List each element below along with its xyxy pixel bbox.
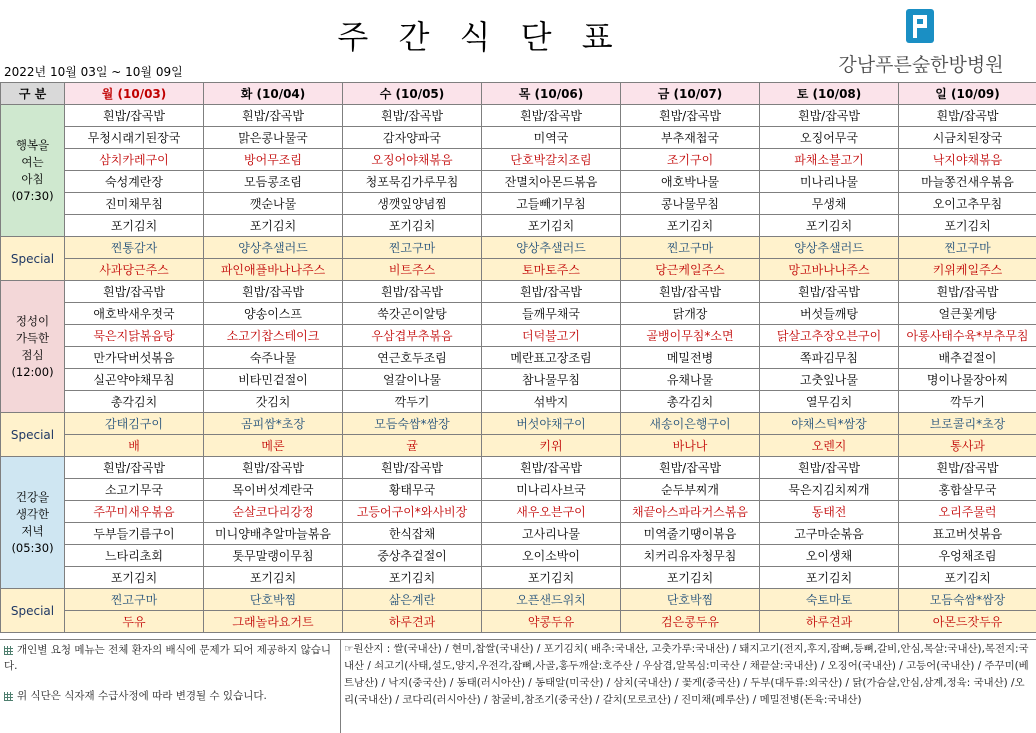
special-row — [1, 611, 1036, 633]
menu-item: 고들빼기무침 — [482, 193, 621, 215]
special-item: 양상추샐러드 — [204, 237, 343, 259]
menu-item: 묵은지닭볶음탕 — [65, 325, 204, 347]
menu-item: 흰밥/잡곡밥 — [482, 281, 621, 303]
menu-item: 포기김치 — [899, 215, 1036, 237]
menu-item: 삼치카레구이 — [65, 149, 204, 171]
special-item: 양상추샐러드 — [482, 237, 621, 259]
menu-item: 오징어야채볶음 — [343, 149, 482, 171]
menu-item: 얼큰꽃게탕 — [899, 303, 1036, 325]
menu-item: 미나리사브국 — [482, 479, 621, 501]
menu-item: 맑은콩나물국 — [204, 127, 343, 149]
menu-item: 생깻잎양념찜 — [343, 193, 482, 215]
menu-item: 포기김치 — [621, 567, 760, 589]
menu-item: 고사리나물 — [482, 523, 621, 545]
special-item: 아몬드잣두유 — [899, 611, 1036, 633]
menu-row — [1, 303, 1036, 325]
menu-item: 오이소박이 — [482, 545, 621, 567]
origin-info: ☞원산지 : 쌀(국내산) / 현미,찹쌀(국내산) / 포기김치( 배추:국내산, 고춧가루:국내산) / 돼지고기(전지,후지,잡뼈,등뼈,갈비,안심,목살:국내산),목전지:국내산 / 쇠고기(사태,설도,양지,우전각,잡뼈,사골,홍두깨살:호주산 / 우삼겹,알목심:미국산 / 채끝살:국내산) / 오징어(국내산) / 고등어(국내산) / 주꾸미(베트남산) / 낙지(중국산) / 동태(러시아산) / 동태알(미국산) / 삼치(국내산) / 꽃게(중국산) / 두부(대두류:외국산) / 닭(가슴살,안심,삼계,정육: 국내산) /오리(국내산) / 코다리(러시아산) / 참굴비,참조기(중국산) / 갈치(모로코산) / 진미채(페루산) / 메밀전병(돈육:국내산) — [344, 641, 1034, 709]
menu-item: 순살코다리강정 — [204, 501, 343, 523]
menu-item: 흰밥/잡곡밥 — [482, 105, 621, 127]
special-row — [1, 237, 1036, 259]
meal-section-label — [1, 105, 65, 237]
menu-item: 만가닥버섯볶음 — [65, 347, 204, 369]
menu-item: 포기김치 — [343, 567, 482, 589]
meal-label-line: (12:00) — [1, 364, 64, 381]
meal-label-line: 건강을 — [1, 489, 64, 506]
menu-item: 느타리초회 — [65, 545, 204, 567]
special-item: 하루견과 — [760, 611, 899, 633]
menu-item: 시금치된장국 — [899, 127, 1036, 149]
menu-item: 총각김치 — [621, 391, 760, 413]
menu-item: 치커리유자청무침 — [621, 545, 760, 567]
menu-row — [1, 127, 1036, 149]
meal-label-line: 가득한 — [1, 330, 64, 347]
weekly-menu-table — [0, 82, 1036, 633]
menu-item: 고구마순볶음 — [760, 523, 899, 545]
special-item: 오픈샌드위치 — [482, 589, 621, 611]
menu-item: 포기김치 — [482, 215, 621, 237]
menu-item: 흰밥/잡곡밥 — [899, 105, 1036, 127]
menu-item: 소고기찹스테이크 — [204, 325, 343, 347]
menu-item: 흰밥/잡곡밥 — [760, 105, 899, 127]
menu-item: 명이나물장아찌 — [899, 369, 1036, 391]
menu-item: 양송이스프 — [204, 303, 343, 325]
menu-item: 흰밥/잡곡밥 — [65, 105, 204, 127]
menu-row — [1, 523, 1036, 545]
menu-item: 더덕불고기 — [482, 325, 621, 347]
special-item: 찐고구마 — [899, 237, 1036, 259]
menu-row — [1, 501, 1036, 523]
meal-label-line: 점심 — [1, 347, 64, 364]
special-item: 토마토주스 — [482, 259, 621, 281]
special-label: Special — [1, 237, 65, 281]
page-title: 주 간 식 단 표 — [0, 12, 960, 58]
day-header: 토 (10/08) — [760, 83, 899, 105]
note-item — [0, 686, 340, 706]
meal-section-label — [1, 457, 65, 589]
special-item: 숙토마토 — [760, 589, 899, 611]
special-item: 찐고구마 — [343, 237, 482, 259]
menu-row — [1, 545, 1036, 567]
menu-item: 포기김치 — [204, 567, 343, 589]
special-item: 키위케일주스 — [899, 259, 1036, 281]
menu-row — [1, 567, 1036, 589]
meal-label-line: 정성이 — [1, 313, 64, 330]
menu-item: 목이버섯계란국 — [204, 479, 343, 501]
meal-label-line: 여는 — [1, 154, 64, 171]
menu-item: 미나리나물 — [760, 171, 899, 193]
special-row — [1, 259, 1036, 281]
menu-item: 흰밥/잡곡밥 — [760, 457, 899, 479]
menu-item: 감자양파국 — [343, 127, 482, 149]
menu-item: 흰밥/잡곡밥 — [65, 457, 204, 479]
menu-item: 포기김치 — [343, 215, 482, 237]
menu-item: 숙주나물 — [204, 347, 343, 369]
menu-item: 오이고추무침 — [899, 193, 1036, 215]
special-item: 약콩두유 — [482, 611, 621, 633]
day-header: 화 (10/04) — [204, 83, 343, 105]
special-item: 삶은계란 — [343, 589, 482, 611]
meal-label-line: (07:30) — [1, 188, 64, 205]
special-item: 찐통감자 — [65, 237, 204, 259]
special-item: 사과당근주스 — [65, 259, 204, 281]
menu-item: 흰밥/잡곡밥 — [343, 457, 482, 479]
menu-item: 동태전 — [760, 501, 899, 523]
menu-item: 조기구이 — [621, 149, 760, 171]
menu-item: 애호박새우젓국 — [65, 303, 204, 325]
notes-section — [0, 639, 1036, 733]
notes-left — [0, 640, 341, 733]
menu-item: 오징어무국 — [760, 127, 899, 149]
day-header: 목 (10/06) — [482, 83, 621, 105]
grid-icon — [4, 646, 13, 655]
menu-item: 고춧잎나물 — [760, 369, 899, 391]
menu-item: 미니양배추알마늘볶음 — [204, 523, 343, 545]
menu-item: 메란표고장조림 — [482, 347, 621, 369]
special-item: 오렌지 — [760, 435, 899, 457]
special-item: 새송이은행구이 — [621, 413, 760, 435]
special-item: 단호박찜 — [204, 589, 343, 611]
meal-label-line: 행복을 — [1, 137, 64, 154]
menu-item: 들깨무채국 — [482, 303, 621, 325]
special-item: 파인애플바나나주스 — [204, 259, 343, 281]
menu-item: 오이생채 — [760, 545, 899, 567]
menu-item: 두부들기름구이 — [65, 523, 204, 545]
menu-item: 아롱사태수육*부추무침 — [899, 325, 1036, 347]
menu-item: 파채소불고기 — [760, 149, 899, 171]
menu-item: 애호박나물 — [621, 171, 760, 193]
menu-row — [1, 347, 1036, 369]
menu-item: 흰밥/잡곡밥 — [482, 457, 621, 479]
menu-row — [1, 325, 1036, 347]
special-item: 버섯야채구이 — [482, 413, 621, 435]
menu-item: 청포묵김가루무침 — [343, 171, 482, 193]
special-item: 그래놀라요거트 — [204, 611, 343, 633]
hospital-name: 강남푸른숲한방병원 — [810, 50, 1032, 77]
day-header: 수 (10/05) — [343, 83, 482, 105]
day-header-row — [1, 83, 1036, 105]
special-item: 통사과 — [899, 435, 1036, 457]
menu-item: 미역줄기땡이볶음 — [621, 523, 760, 545]
menu-item: 모듬콩조림 — [204, 171, 343, 193]
special-item: 검은콩두유 — [621, 611, 760, 633]
menu-row — [1, 105, 1036, 127]
special-item: 양상추샐러드 — [760, 237, 899, 259]
menu-item: 얼갈이나물 — [343, 369, 482, 391]
menu-item: 묵은지김치찌개 — [760, 479, 899, 501]
menu-row — [1, 369, 1036, 391]
menu-item: 미역국 — [482, 127, 621, 149]
menu-item: 흰밥/잡곡밥 — [343, 105, 482, 127]
special-item: 배 — [65, 435, 204, 457]
menu-item: 흰밥/잡곡밥 — [621, 105, 760, 127]
menu-item: 포기김치 — [65, 567, 204, 589]
menu-item: 깍두기 — [899, 391, 1036, 413]
menu-item: 순두부찌개 — [621, 479, 760, 501]
menu-item: 흰밥/잡곡밥 — [204, 457, 343, 479]
menu-item: 마늘쫑건새우볶음 — [899, 171, 1036, 193]
corner-label: 구 분 — [1, 83, 65, 105]
special-item: 두유 — [65, 611, 204, 633]
special-item: 모듬숙쌈*쌈장 — [899, 589, 1036, 611]
menu-item: 쑥갓곤이알탕 — [343, 303, 482, 325]
special-row — [1, 435, 1036, 457]
menu-item: 주꾸미새우볶음 — [65, 501, 204, 523]
menu-item: 흰밥/잡곡밥 — [204, 105, 343, 127]
menu-row — [1, 149, 1036, 171]
menu-item: 새우오븐구이 — [482, 501, 621, 523]
menu-item: 포기김치 — [760, 567, 899, 589]
menu-item: 닭개장 — [621, 303, 760, 325]
menu-item: 열무김치 — [760, 391, 899, 413]
menu-item: 포기김치 — [65, 215, 204, 237]
menu-item: 흰밥/잡곡밥 — [204, 281, 343, 303]
special-item: 감태김구이 — [65, 413, 204, 435]
menu-item: 채끝아스파라거스볶음 — [621, 501, 760, 523]
menu-item: 중상추겉절이 — [343, 545, 482, 567]
menu-item: 방어무조림 — [204, 149, 343, 171]
special-item: 모듬숙쌈*쌈장 — [343, 413, 482, 435]
menu-item: 포기김치 — [482, 567, 621, 589]
hospital-logo — [810, 6, 1032, 80]
menu-item: 흰밥/잡곡밥 — [343, 281, 482, 303]
menu-item: 잔멸치아몬드볶음 — [482, 171, 621, 193]
menu-item: 흰밥/잡곡밥 — [621, 281, 760, 303]
meal-label-line: (05:30) — [1, 540, 64, 557]
menu-item: 배추겉절이 — [899, 347, 1036, 369]
menu-item: 총각김치 — [65, 391, 204, 413]
menu-item: 우엉채조림 — [899, 545, 1036, 567]
menu-item: 한식잡채 — [343, 523, 482, 545]
menu-item: 닭살고추장오븐구이 — [760, 325, 899, 347]
menu-item: 소고기무국 — [65, 479, 204, 501]
menu-item: 유채나물 — [621, 369, 760, 391]
menu-item: 참나물무침 — [482, 369, 621, 391]
special-item: 귤 — [343, 435, 482, 457]
menu-item: 무생채 — [760, 193, 899, 215]
menu-row — [1, 457, 1036, 479]
hospital-logo-icon — [905, 8, 935, 44]
special-item: 단호박찜 — [621, 589, 760, 611]
special-item: 메론 — [204, 435, 343, 457]
special-label: Special — [1, 589, 65, 633]
menu-item: 깍두기 — [343, 391, 482, 413]
menu-item: 낙지야채볶음 — [899, 149, 1036, 171]
menu-item: 흰밥/잡곡밥 — [760, 281, 899, 303]
menu-item: 흰밥/잡곡밥 — [899, 281, 1036, 303]
day-header: 월 (10/03) — [65, 83, 204, 105]
menu-item: 비타민겉절이 — [204, 369, 343, 391]
menu-row — [1, 171, 1036, 193]
special-item: 당근케일주스 — [621, 259, 760, 281]
menu-item: 골뱅이무침*소면 — [621, 325, 760, 347]
menu-item: 부추재첩국 — [621, 127, 760, 149]
meal-label-line: 생각한 — [1, 506, 64, 523]
day-header: 일 (10/09) — [899, 83, 1036, 105]
note-text: 위 식단은 식자재 수급사정에 따라 변경될 수 있습니다. — [17, 690, 267, 702]
special-item: 바나나 — [621, 435, 760, 457]
menu-item: 갓김치 — [204, 391, 343, 413]
menu-item: 고등어구이*와사비장 — [343, 501, 482, 523]
menu-row — [1, 215, 1036, 237]
menu-row — [1, 479, 1036, 501]
menu-item: 흰밥/잡곡밥 — [899, 457, 1036, 479]
note-text: 개인별 요청 메뉴는 전체 환자의 배식에 문제가 되어 제공하지 않습니다. — [4, 644, 331, 672]
menu-item: 실곤약야채무침 — [65, 369, 204, 391]
menu-item: 흰밥/잡곡밥 — [65, 281, 204, 303]
special-row — [1, 413, 1036, 435]
date-range: 2022년 10월 03일 ~ 10월 09일 — [4, 63, 183, 80]
menu-item: 포기김치 — [760, 215, 899, 237]
meal-label-line: 아침 — [1, 171, 64, 188]
meal-section-label — [1, 281, 65, 413]
menu-item: 쪽파김무침 — [760, 347, 899, 369]
special-item: 야채스틱*쌈장 — [760, 413, 899, 435]
menu-row — [1, 391, 1036, 413]
menu-item: 단호박갈치조림 — [482, 149, 621, 171]
menu-item: 표고버섯볶음 — [899, 523, 1036, 545]
menu-item: 홍합살무국 — [899, 479, 1036, 501]
menu-item: 깻순나물 — [204, 193, 343, 215]
menu-item: 진미채무침 — [65, 193, 204, 215]
menu-item: 포기김치 — [204, 215, 343, 237]
menu-item: 무청시래기된장국 — [65, 127, 204, 149]
special-item: 비트주스 — [343, 259, 482, 281]
special-row — [1, 589, 1036, 611]
special-item: 찐고구마 — [621, 237, 760, 259]
menu-item: 숙성계란장 — [65, 171, 204, 193]
meal-label-line: 저녁 — [1, 523, 64, 540]
menu-item: 연근호두조림 — [343, 347, 482, 369]
special-item: 찐고구마 — [65, 589, 204, 611]
menu-item: 콩나물무침 — [621, 193, 760, 215]
menu-item: 포기김치 — [899, 567, 1036, 589]
menu-item: 우삼겹부추볶음 — [343, 325, 482, 347]
day-header: 금 (10/07) — [621, 83, 760, 105]
special-item: 망고바나나주스 — [760, 259, 899, 281]
menu-item: 오리주물럭 — [899, 501, 1036, 523]
menu-item: 메밀전병 — [621, 347, 760, 369]
menu-row — [1, 281, 1036, 303]
special-item: 키위 — [482, 435, 621, 457]
menu-item: 섞박지 — [482, 391, 621, 413]
special-item: 곰피쌈*초장 — [204, 413, 343, 435]
menu-item: 포기김치 — [621, 215, 760, 237]
menu-item: 버섯들깨탕 — [760, 303, 899, 325]
menu-item: 황태무국 — [343, 479, 482, 501]
grid-icon — [4, 692, 13, 701]
special-item: 브로콜리*초장 — [899, 413, 1036, 435]
menu-item: 톳무말랭이무침 — [204, 545, 343, 567]
special-label: Special — [1, 413, 65, 457]
menu-item: 흰밥/잡곡밥 — [621, 457, 760, 479]
note-item — [0, 640, 340, 676]
menu-row — [1, 193, 1036, 215]
special-item: 하루견과 — [343, 611, 482, 633]
